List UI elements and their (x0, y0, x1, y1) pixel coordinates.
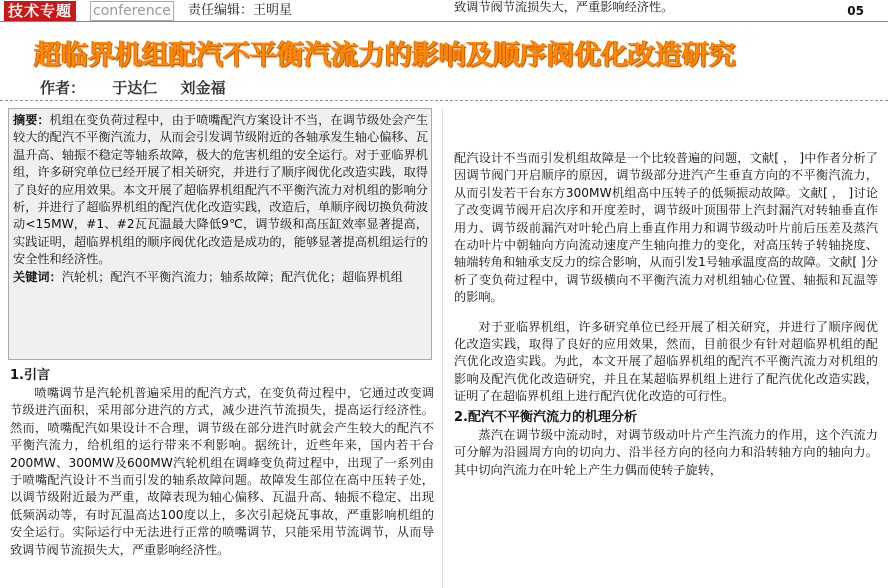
author-name: 刘金福 (180, 79, 226, 97)
section-heading: 1.引言 (10, 368, 50, 383)
section-label: 技术专题 (4, 1, 76, 21)
left-column (10, 366, 434, 588)
abstract-text: 机组在变负荷过程中，由于喷嘴配汽方案设计不当，在调节级处会产生较大的配汽不平衡汽流力，从而会引发调节级附近的各轴承发生轴心偏移、瓦温升高、轴振不稳定等轴系故障，极大的危害机组的安全运行。对于亚临界机组，许多研究单位已经开展了相关研究，并进行了顺序阀优化改造实践，取得了良好的应用效果。本文开展了超临界机组配汽不平衡汽流力对机组的影响分析，并进行了超临界机组的配汽优化改造实践，改造后，单顺序阀切换负荷波动<15MW，#1、#2瓦瓦温最大降低9℃，调节级和高压缸效率显著提高，实践证明，超临界机组的顺序阀优化改造是成功的，能够显著提高机组运行的安全性和经济性。 (13, 113, 429, 267)
column-divider (442, 108, 443, 588)
editor-credit: 责任编辑：王明星 (188, 3, 293, 18)
paragraph-text: 对于亚临界机组，许多研究单位已经开展了相关研究，并进行了顺序阀优化改造实践，取得了良好的应用效果，然而，目前很少有针对超临界机组的配汽优化改造实践。为此，本文开展了超临界机组的配汽不平衡汽流力对机组的影响及配汽优化改造研究，并且在某超临界机组上进行了配汽优化改造实践，证明了在超临界机组上进行配汽优化改造的可行性。 (454, 319, 878, 404)
abstract-label: 摘要： (13, 113, 50, 127)
author-name: 于达仁 (112, 79, 158, 97)
right-column-flow (454, 0, 878, 16)
author-divider (0, 100, 888, 101)
paragraph (10, 385, 434, 559)
paragraph-text: 配汽设计不当而引发机组故障是一个比较普遍的问题，文献[ ， ]中作者分析了因调节阀门开启顺序的原因，调节级部分进汽产生垂直方向的不平衡汽流力，从而引发若干台东方300MW机组高中压转子的低频振动故障。文献[ ， ]讨论了改变调节阀开启次序和开度差时，调节级叶顶围带上汽封漏汽对转轴垂直作用力、调节级前漏汽对叶轮凸肩上垂直作用力和调节级动叶片前后压差及蒸汽在动叶片中朝轴向方向流动速度产生轴向推力的变化，对高压转子转轴挠度、轴端转角和轴承支反力的综合影响，从而引发1号轴承温度高的故障。文献[ ]分析了变负荷过程中，调节级横向不平衡汽流力对机组轴心位置、轴振和瓦温等的影响。 (454, 151, 878, 305)
author-label: 作者： (40, 79, 86, 97)
keywords-text: 汽轮机；配汽不平衡汽流力；轴系故障；配汽优化；超临界机组 (61, 269, 403, 284)
abstract-box (8, 108, 432, 360)
paragraph-text: 致调节阀节流损失大，严重影响经济性。 (454, 0, 674, 14)
right-column-content (454, 150, 878, 588)
author-line (40, 78, 244, 98)
paragraph (454, 150, 878, 307)
header-divider (0, 21, 888, 22)
paragraph (454, 319, 878, 406)
paragraph (454, 427, 878, 479)
conference-label: conference (90, 1, 174, 21)
section-heading: 2.配汽不平衡汽流力的机理分析 (454, 409, 637, 425)
paragraph (454, 0, 878, 16)
paragraph-text: 喷嘴调节是汽轮机普遍采用的配汽方式，在变负荷过程中，它通过改变调节级进汽面积，采用部分进汽的方式，减少进汽节流损失，提高运行经济性。然而，喷嘴配汽如果设计不合理，调节级在部分进汽时就会产生较大的配汽不平衡汽流力，给机组的运行带来不利影响。据统计，近些年来，国内若干台200MW、300MW及600MW汽轮机组在调峰变负荷过程中，出现了一系列由于喷嘴配汽设计不当而引发的轴系故障问题。故障发生部位在高中压转子处，以调节级附近最为严重，故障表现为轴心偏移、瓦温升高、轴振不稳定、出现低频涡动等，有时瓦温高达100度以上，多次引起烧瓦事故，严重影响机组的安全运行。实际运行中无法进行正常的喷嘴调节，只能采用节流调节，从而导致调节阀节流损失大，严重影响经济性。 (10, 386, 434, 557)
keywords-label: 关键词： (13, 269, 62, 284)
article-title: 超临界机组配汽不平衡汽流力的影响及顺序阀优化改造研究 (34, 40, 736, 71)
page-number: 05 (847, 4, 864, 18)
paragraph-text: 蒸汽在调节级中流动时，对调节级动叶片产生汽流力的作用，这个汽流力可分解为沿圆周方向的切向力、沿半径方向的径向力和沿转轴方向的轴向力。其中切向汽流力在叶轮上产生力偶而使转子旋转， (454, 427, 878, 477)
